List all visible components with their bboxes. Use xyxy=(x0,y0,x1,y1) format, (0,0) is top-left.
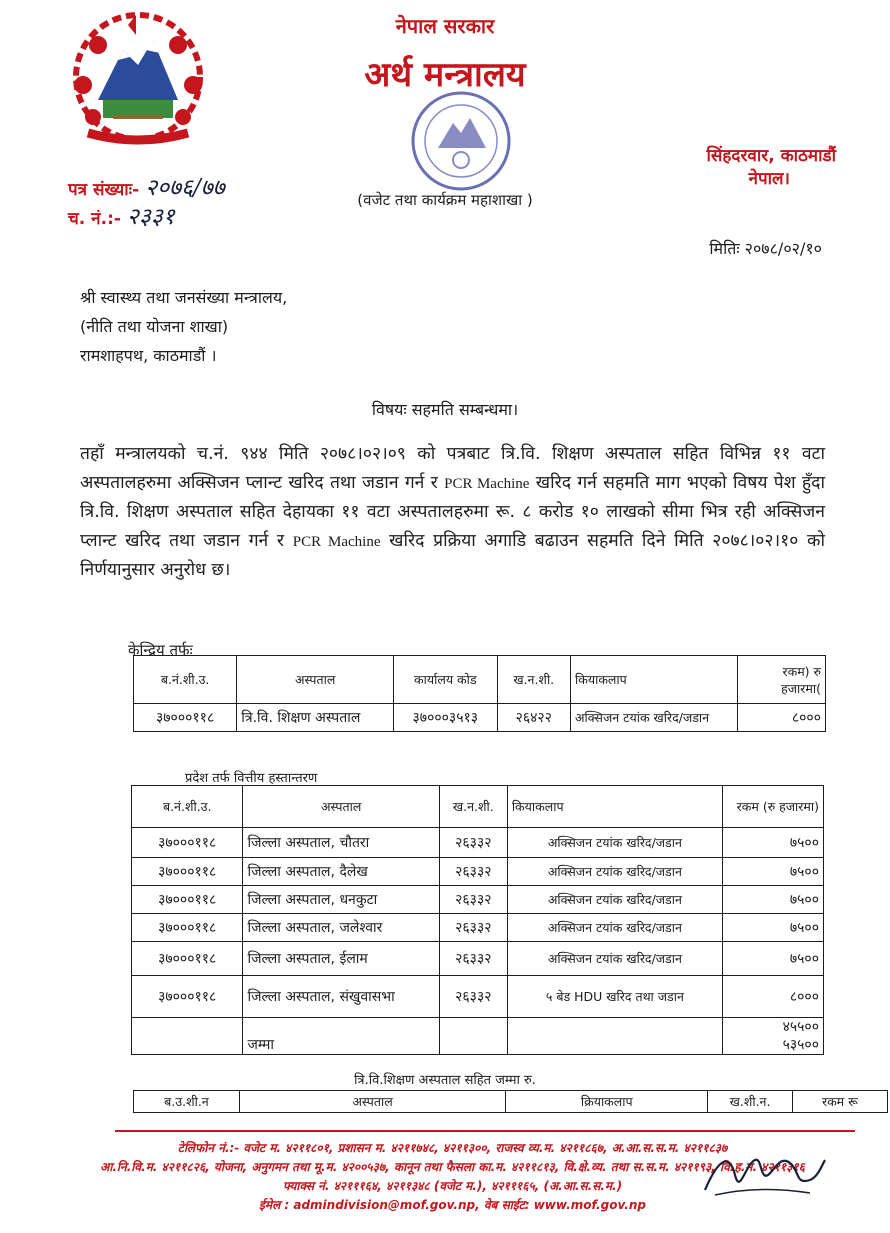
recipient-line-3: रामशाहपथ, काठमाडौं । xyxy=(80,346,217,365)
central-heading: केन्द्रिय तर्फः xyxy=(128,641,193,659)
table-cell: ७५०० xyxy=(722,886,823,914)
table-cell: जिल्ला अस्पताल, धनकुटा xyxy=(243,886,439,914)
table-cell: जिल्ला अस्पताल, चौतरा xyxy=(243,828,439,858)
body-text-2: खरिद गर्न सहमति माग भएको विषय पेश हुँदा त्रि.वि. शिक्षण अस्पताल सहित देहायका ११ वटा अस्पतालहरुमा रू. ८ करोड १० लाखको सीमा भित्र रही अक्सिजन प्लान्ट खरिद तथा जडान गर्न र xyxy=(80,472,825,551)
subtotal-value: ४५५०० xyxy=(782,1019,819,1035)
table-cell: ३७०००११८ xyxy=(132,914,243,942)
table-cell: अक्सिजन टयांक खरिद/जडान xyxy=(507,914,722,942)
table-header: रकम (रु हजारमा) xyxy=(722,786,823,828)
table-cell: २६३३२ xyxy=(439,942,507,976)
body-pcr-2: PCR Machine xyxy=(292,533,381,550)
table-cell: २६३३२ xyxy=(439,886,507,914)
table-total-row xyxy=(132,1018,824,1055)
table-cell: २६३३२ xyxy=(439,914,507,942)
table-cell: ८००० xyxy=(737,704,825,732)
footer-phones-2: आ.नि.वि.म. ४२११८२६, योजना, अनुगमन तथा मू.म. ४२००५३७, कानून तथा फैसला का.म. ४२११८१३, वि.क्षे.व्य. तथा स.स.म. ४२११९३, वि.ह.म. ४२११३१६ xyxy=(100,1160,805,1174)
total-value: ५३५०० xyxy=(782,1037,819,1053)
table-header: अस्पताल xyxy=(237,656,394,704)
footer-contact: ईमेल : admindivision@mof.gov.np, वेब साईट: www.mof.gov.np xyxy=(259,1198,646,1212)
table-row xyxy=(132,914,824,942)
table-cell: ३७०००११८ xyxy=(132,858,243,886)
letter-number-value: २०७६/७७ xyxy=(145,175,225,201)
provincial-table xyxy=(131,785,824,1055)
bottom-table xyxy=(133,1090,888,1113)
total-amounts xyxy=(722,1018,823,1055)
table-cell: जिल्ला अस्पताल, जलेश्वार xyxy=(243,914,439,942)
table-row xyxy=(132,858,824,886)
table-header: ख.न.शी. xyxy=(497,656,571,704)
table-header: क्रियाकलाप xyxy=(506,1091,708,1113)
government-name: नेपाल सरकार xyxy=(395,14,495,38)
grand-total-label: त्रि.वि.शिक्षण अस्पताल सहित जम्मा रु. xyxy=(354,1073,536,1088)
table-cell: ७५०० xyxy=(722,858,823,886)
table-cell: ३७०००३५१३ xyxy=(394,704,497,732)
footer-divider xyxy=(115,1130,855,1132)
body-pcr-1: PCR Machine xyxy=(444,475,530,492)
table-cell: अक्सिजन टयांक खरिद/जडान xyxy=(507,858,722,886)
letter-date: मितिः २०७८/०२/१० xyxy=(709,239,822,258)
table-cell: ३७०००११८ xyxy=(132,942,243,976)
table-cell: जिल्ला अस्पताल, संखुवासभा xyxy=(243,976,439,1018)
dispatch-number-label: च. नं.:- xyxy=(68,209,121,229)
provincial-heading: प्रदेश तर्फ वित्तीय हस्तान्तरण xyxy=(185,771,318,786)
table-cell xyxy=(132,1018,243,1055)
table-cell: ३७०००११८ xyxy=(132,886,243,914)
table-row xyxy=(132,976,824,1018)
dispatch-number xyxy=(68,199,175,231)
table-cell: ३७०००११८ xyxy=(134,704,237,732)
table-cell xyxy=(507,1018,722,1055)
footer-phones-1: टेलिफोन नं.:- वजेट म. ४२११८०१, प्रशासन म. ४२११७४८, ४२११३००, राजस्व व्य.म. ४२११८६७, अ.आ.स.स.म. ४२११८३७ xyxy=(177,1141,728,1155)
table-cell: अक्सिजन टयांक खरिद/जडान xyxy=(507,942,722,976)
table-cell: जिल्ला अस्पताल, ईलाम xyxy=(243,942,439,976)
table-header: ब.उ.शी.न xyxy=(134,1091,240,1113)
table-cell: ७५०० xyxy=(722,828,823,858)
table-header-row xyxy=(134,656,826,704)
total-label: जम्मा xyxy=(243,1018,439,1055)
table-cell: ५ बेड HDU खरिद तथा जडान xyxy=(507,976,722,1018)
table-header: अस्पताल xyxy=(239,1091,505,1113)
letter-body xyxy=(80,440,825,585)
table-header: रकम रू xyxy=(792,1091,887,1113)
handwritten-signature xyxy=(700,1145,830,1200)
table-cell: अक्सिजन टयांक खरिद/जडान xyxy=(507,828,722,858)
table-header: ख.शी.न. xyxy=(708,1091,792,1113)
table-header-row xyxy=(134,1091,888,1113)
table-cell: २६४२२ xyxy=(497,704,571,732)
table-header: ब.नं.शी.उ. xyxy=(132,786,243,828)
table-cell: ७५०० xyxy=(722,942,823,976)
table-cell: जिल्ला अस्पताल, दैलेख xyxy=(243,858,439,886)
table-cell: ३७०००११८ xyxy=(132,976,243,1018)
table-cell: ८००० xyxy=(722,976,823,1018)
table-header-row xyxy=(132,786,824,828)
table-row xyxy=(132,886,824,914)
table-cell: ३७०००११८ xyxy=(132,828,243,858)
table-row xyxy=(132,942,824,976)
division-name: (वजेट तथा कार्यक्रम महाशाखा ) xyxy=(357,191,533,209)
table-header: ख.न.शी. xyxy=(439,786,507,828)
table-cell: त्रि.वि. शिक्षण अस्पताल xyxy=(237,704,394,732)
table-header: रकम) रु हजारमा( xyxy=(737,656,825,704)
table-header: अस्पताल xyxy=(243,786,439,828)
address-line-2: नेपाल। xyxy=(748,169,790,189)
letter-number xyxy=(68,170,225,202)
body-text-1: तहाँ मन्त्रालयको च.नं. ९४४ मिति २०७८।०२।०९ को पत्रबाट त्रि.वि. शिक्षण अस्पताल सहित विभिन्न ११ वटा अस्पतालहरुमा अक्सिजन प्लान्ट खरिद तथा जडान गर्न र xyxy=(80,444,825,493)
table-row xyxy=(132,828,824,858)
central-table xyxy=(133,655,826,732)
table-header: कार्यालय कोड xyxy=(394,656,497,704)
ministry-name: अर्थ मन्त्रालय xyxy=(364,55,526,95)
table-cell: २६३३२ xyxy=(439,976,507,1018)
address-line-1: सिंहदरवार, काठमाडौं xyxy=(706,146,836,166)
table-header: कियाकलाप xyxy=(507,786,722,828)
table-cell xyxy=(439,1018,507,1055)
table-header: कियाकलाप xyxy=(571,656,738,704)
table-cell: २६३३२ xyxy=(439,828,507,858)
table-cell: अक्सिजन टयांक खरिद/जडान xyxy=(571,704,738,732)
recipient-line-2: (नीति तथा योजना शाखा) xyxy=(80,317,229,336)
body-text-3: खरिद प्रक्रिया अगाडि बढाउन सहमति दिने मिति २०७८।०२।१० को निर्णयानुसार अनुरोध छ। xyxy=(80,530,825,581)
table-cell: २६३३२ xyxy=(439,858,507,886)
table-cell: अक्सिजन टयांक खरिद/जडान xyxy=(507,886,722,914)
recipient-line-1: श्री स्वास्थ्य तथा जनसंख्या मन्त्रालय, xyxy=(80,288,288,307)
ministry-seal-stamp xyxy=(408,88,514,194)
table-row xyxy=(134,704,826,732)
table-cell: ७५०० xyxy=(722,914,823,942)
footer-fax: फ्याक्स नं. ४२१११६४, ४२११३४८ (वजेट म.), ४२१११६५, (अ.आ.स.स.म.) xyxy=(282,1179,623,1193)
subject-line: विषयः सहमति सम्बन्धमा। xyxy=(371,400,519,419)
table-header: ब.नं.शी.उ. xyxy=(134,656,237,704)
letter-number-label: पत्र संख्याः- xyxy=(68,180,140,200)
dispatch-number-value: २३३१ xyxy=(126,204,175,230)
